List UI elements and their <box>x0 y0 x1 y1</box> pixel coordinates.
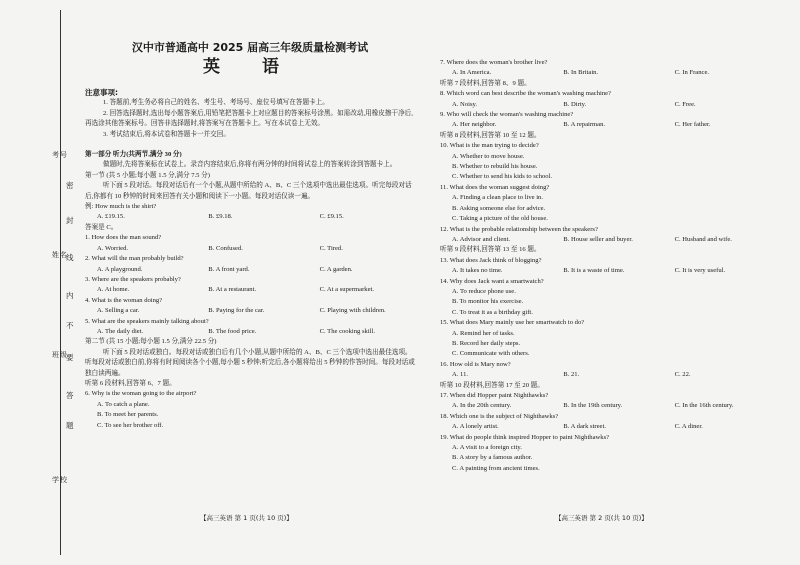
example-question: 例: How much is the shirt? <box>85 203 157 211</box>
option: B. In Britain. <box>563 69 599 77</box>
option: C. A garden. <box>319 265 353 273</box>
section-heading: 第一节 (共 5 小题;每小题 1.5 分,满分 7.5 分) <box>85 171 210 179</box>
option: C. Taking a picture of the old house. <box>452 215 548 223</box>
question-options <box>85 285 415 295</box>
option: B. Asking someone else for advice. <box>452 204 546 212</box>
page-2-footer: 【高三英语 第 2 页(共 10 页)】 <box>555 514 648 522</box>
question-options <box>440 266 770 276</box>
question-options <box>440 401 770 411</box>
option: C. Her father. <box>674 121 711 129</box>
question-options <box>440 100 770 110</box>
material-instruction: 听第 6 段材料,回答第 6、7 题。 <box>85 379 176 387</box>
option: B. Record her daily steps. <box>452 339 521 347</box>
material-instruction: 听第 9 段材料,回答第 13 至 16 题。 <box>440 246 541 254</box>
seal-char: 答 <box>66 391 74 400</box>
question: 19. What do people think inspired Hopper to paint Nighthawks? <box>440 433 610 441</box>
question: 16. How old is Mary now? <box>440 360 511 368</box>
binding-margin <box>0 0 74 565</box>
seal-line <box>60 10 61 555</box>
option: A. A playground. <box>97 265 143 273</box>
option: A. At home. <box>97 286 130 294</box>
seal-char: 不 <box>66 321 74 330</box>
notice-item: 3. 考试结束后,将本试卷和答题卡一并交回。 <box>103 130 230 138</box>
part-heading: 第一部分 听力(共两节,满分 30 分) <box>85 151 182 159</box>
option: A. Finding a clean place to live in. <box>452 194 544 202</box>
binding-label-class: 班级 <box>52 351 68 359</box>
question: 6. Why is the woman going to the airport? <box>85 390 197 398</box>
page-1-footer: 【高三英语 第 1 页(共 10 页)】 <box>200 514 293 522</box>
question: 10. What is the man trying to decide? <box>440 142 539 150</box>
option: C. Tired. <box>319 244 343 252</box>
option: B. A story by a famous author. <box>452 454 533 462</box>
example-answer: 答案是 C。 <box>85 223 118 231</box>
question-options <box>440 370 770 380</box>
option: C. In France. <box>674 69 710 77</box>
option: C. Whether to send his kids to school. <box>452 173 553 181</box>
notice-heading: 注意事项: <box>85 88 118 97</box>
option: A. A visit to a foreign city. <box>452 444 522 452</box>
option: C. Free. <box>674 100 696 108</box>
option: C. At a supermarket. <box>319 286 374 294</box>
option: A. Whether to move house. <box>452 152 525 160</box>
question: 17. When did Hopper paint Nighthawks? <box>440 392 549 399</box>
option: B. A front yard. <box>208 265 250 273</box>
question: 14. Why does Jack want a smartwatch? <box>440 277 544 285</box>
option: B. A repairman. <box>563 121 606 129</box>
option: C. Husband and wife. <box>674 235 732 243</box>
material-instruction: 听第 10 段材料,回答第 17 至 20 题。 <box>440 381 544 389</box>
option: A. Her neighbor. <box>452 121 497 129</box>
option: A. Noisy. <box>452 100 478 108</box>
option: A. £19.15. <box>97 213 125 221</box>
question: 7. Where does the woman's brother live? <box>440 59 548 66</box>
option: C. A painting from ancient times. <box>452 464 540 472</box>
page-1 <box>85 40 415 431</box>
seal-char: 封 <box>66 216 74 225</box>
question: 3. Where are the speakers probably? <box>85 275 181 283</box>
question: 9. Who will check the woman's washing machine? <box>440 111 574 119</box>
question: 18. Which one is the subject of Nighthawks? <box>440 412 559 420</box>
option: B. In the 19th century. <box>563 402 623 410</box>
option: A. Worried. <box>97 244 129 252</box>
question: 11. What does the woman suggest doing? <box>440 183 550 191</box>
notice-item: 2. 回答选择题时,选出每小题答案后,用铅笔把答题卡上对应题目的答案标号涂黑。如需改动,用橡皮擦干净后,再选涂其他答案标号。回答非选择题时,将答案写在答题卡上。写在本试卷上无效。 <box>85 109 413 128</box>
option: B. Paying for the car. <box>208 307 265 315</box>
question-options <box>85 327 415 337</box>
option: B. A dark street. <box>563 423 606 431</box>
option: C. To treat it as a birthday gift. <box>452 308 533 316</box>
option: A. In America. <box>452 69 492 77</box>
question: 4. What is the woman doing? <box>85 296 163 304</box>
option: C. Communicate with others. <box>452 350 530 358</box>
material-instruction: 听第 8 段材料,回答第 10 至 12 题。 <box>440 131 541 139</box>
option: B. Confused. <box>208 244 243 252</box>
seal-char: 线 <box>66 253 74 262</box>
question: 2. What will the man probably build? <box>85 255 184 263</box>
question: 8. Which word can best describe the woman's washing machine? <box>440 90 611 98</box>
option: C. Playing with children. <box>319 307 386 315</box>
section-description: 听下面 5 段对话。每段对话后有一个小题,从题中所给的 A、B、C 三个选项中选出最佳选项。听完每段对话后,你都有 10 秒钟的时间来回答有关小题和阅读下一小题。每段对话仅读一遍。 <box>85 182 412 200</box>
question: 13. What does Jack think of blogging? <box>440 256 542 264</box>
option: A. To reduce phone use. <box>452 287 516 295</box>
material-instruction: 听第 7 段材料,回答第 8、9 题。 <box>440 79 531 87</box>
option: A. It takes no time. <box>452 267 503 275</box>
binding-label-name: 姓名 <box>52 251 68 259</box>
option: C. The cooking skill. <box>319 327 375 335</box>
section-heading: 第二节 (共 15 小题;每小题 1.5 分,满分 22.5 分) <box>85 338 217 346</box>
page-2 <box>440 58 770 474</box>
part-description: 做题时,先将答案标在试卷上。录音内容结束后,你将有两分钟的时间将试卷上的答案转涂到答题卡上。 <box>103 161 397 169</box>
option: C. In the 16th century. <box>674 402 734 410</box>
exam-title: 汉中市普通高中 2025 届高三年级质量检测考试 <box>131 41 369 54</box>
notice-item: 1. 答题前,考生务必将自己的姓名、考生号、考场号、座位号填写在答题卡上。 <box>103 99 329 107</box>
seal-char: 题 <box>66 421 74 430</box>
option: A. Selling a car. <box>97 307 140 315</box>
question-options <box>440 422 770 432</box>
option: B. 21. <box>563 371 580 379</box>
question-options <box>440 120 770 130</box>
question: 5. What are the speakers mainly talking about? <box>85 317 209 325</box>
option: A. A lonely artist. <box>452 423 499 431</box>
option: A. To catch a plane. <box>97 400 150 408</box>
option: A. 11. <box>452 371 469 379</box>
seal-char: 密 <box>66 181 74 190</box>
question-options <box>440 235 770 245</box>
exam-subject: 英 语 <box>203 57 297 77</box>
option: C. It is very useful. <box>674 267 726 275</box>
option: C. £9.15. <box>319 213 344 221</box>
option: A. In the 20th century. <box>452 402 512 410</box>
option: B. At a restaurant. <box>208 286 257 294</box>
seal-char: 要 <box>66 353 74 362</box>
option: A. The daily diet. <box>97 327 144 335</box>
question-options <box>85 265 415 275</box>
option: B. It is a waste of time. <box>563 267 625 275</box>
question: 15. What does Mary mainly use her smartwatch to do? <box>440 319 585 327</box>
option: B. To meet her parents. <box>97 411 159 419</box>
option: B. House seller and buyer. <box>563 235 633 243</box>
option: B. The food price. <box>208 327 257 335</box>
example-options <box>85 212 415 222</box>
section-description: 听下面 5 段对话或独白。每段对话或独白后有几个小题,从题中所给的 A、B、C 三个选项中选出最佳选项。听每段对话或独白前,你将有时间阅读各个小题,每小题 5 秒钟;听完后,各小题将给出 5 秒钟的作答时间。每段对话或独白读两遍。 <box>85 348 415 377</box>
option: A. Remind her of tasks. <box>452 329 515 337</box>
question: 1. How does the man sound? <box>85 234 162 242</box>
option: C. A diner. <box>674 423 703 431</box>
option: C. 22. <box>674 371 691 379</box>
binding-label-school: 学校 <box>52 476 68 484</box>
option: B. Whether to rebuild his house. <box>452 163 538 171</box>
option: B. Dirty. <box>563 100 587 108</box>
option: A. Advisor and client. <box>452 235 511 243</box>
question: 12. What is the probable relationship between the speakers? <box>440 225 598 233</box>
seal-char: 内 <box>66 291 74 300</box>
question-options <box>440 68 770 78</box>
question-options <box>85 306 415 316</box>
option: C. To see her brother off. <box>97 421 164 429</box>
option: B. To monitor his exercise. <box>452 298 524 306</box>
binding-label-exam-no: 考号 <box>52 151 68 159</box>
option: B. £9.18. <box>208 213 233 221</box>
question-options <box>85 244 415 254</box>
